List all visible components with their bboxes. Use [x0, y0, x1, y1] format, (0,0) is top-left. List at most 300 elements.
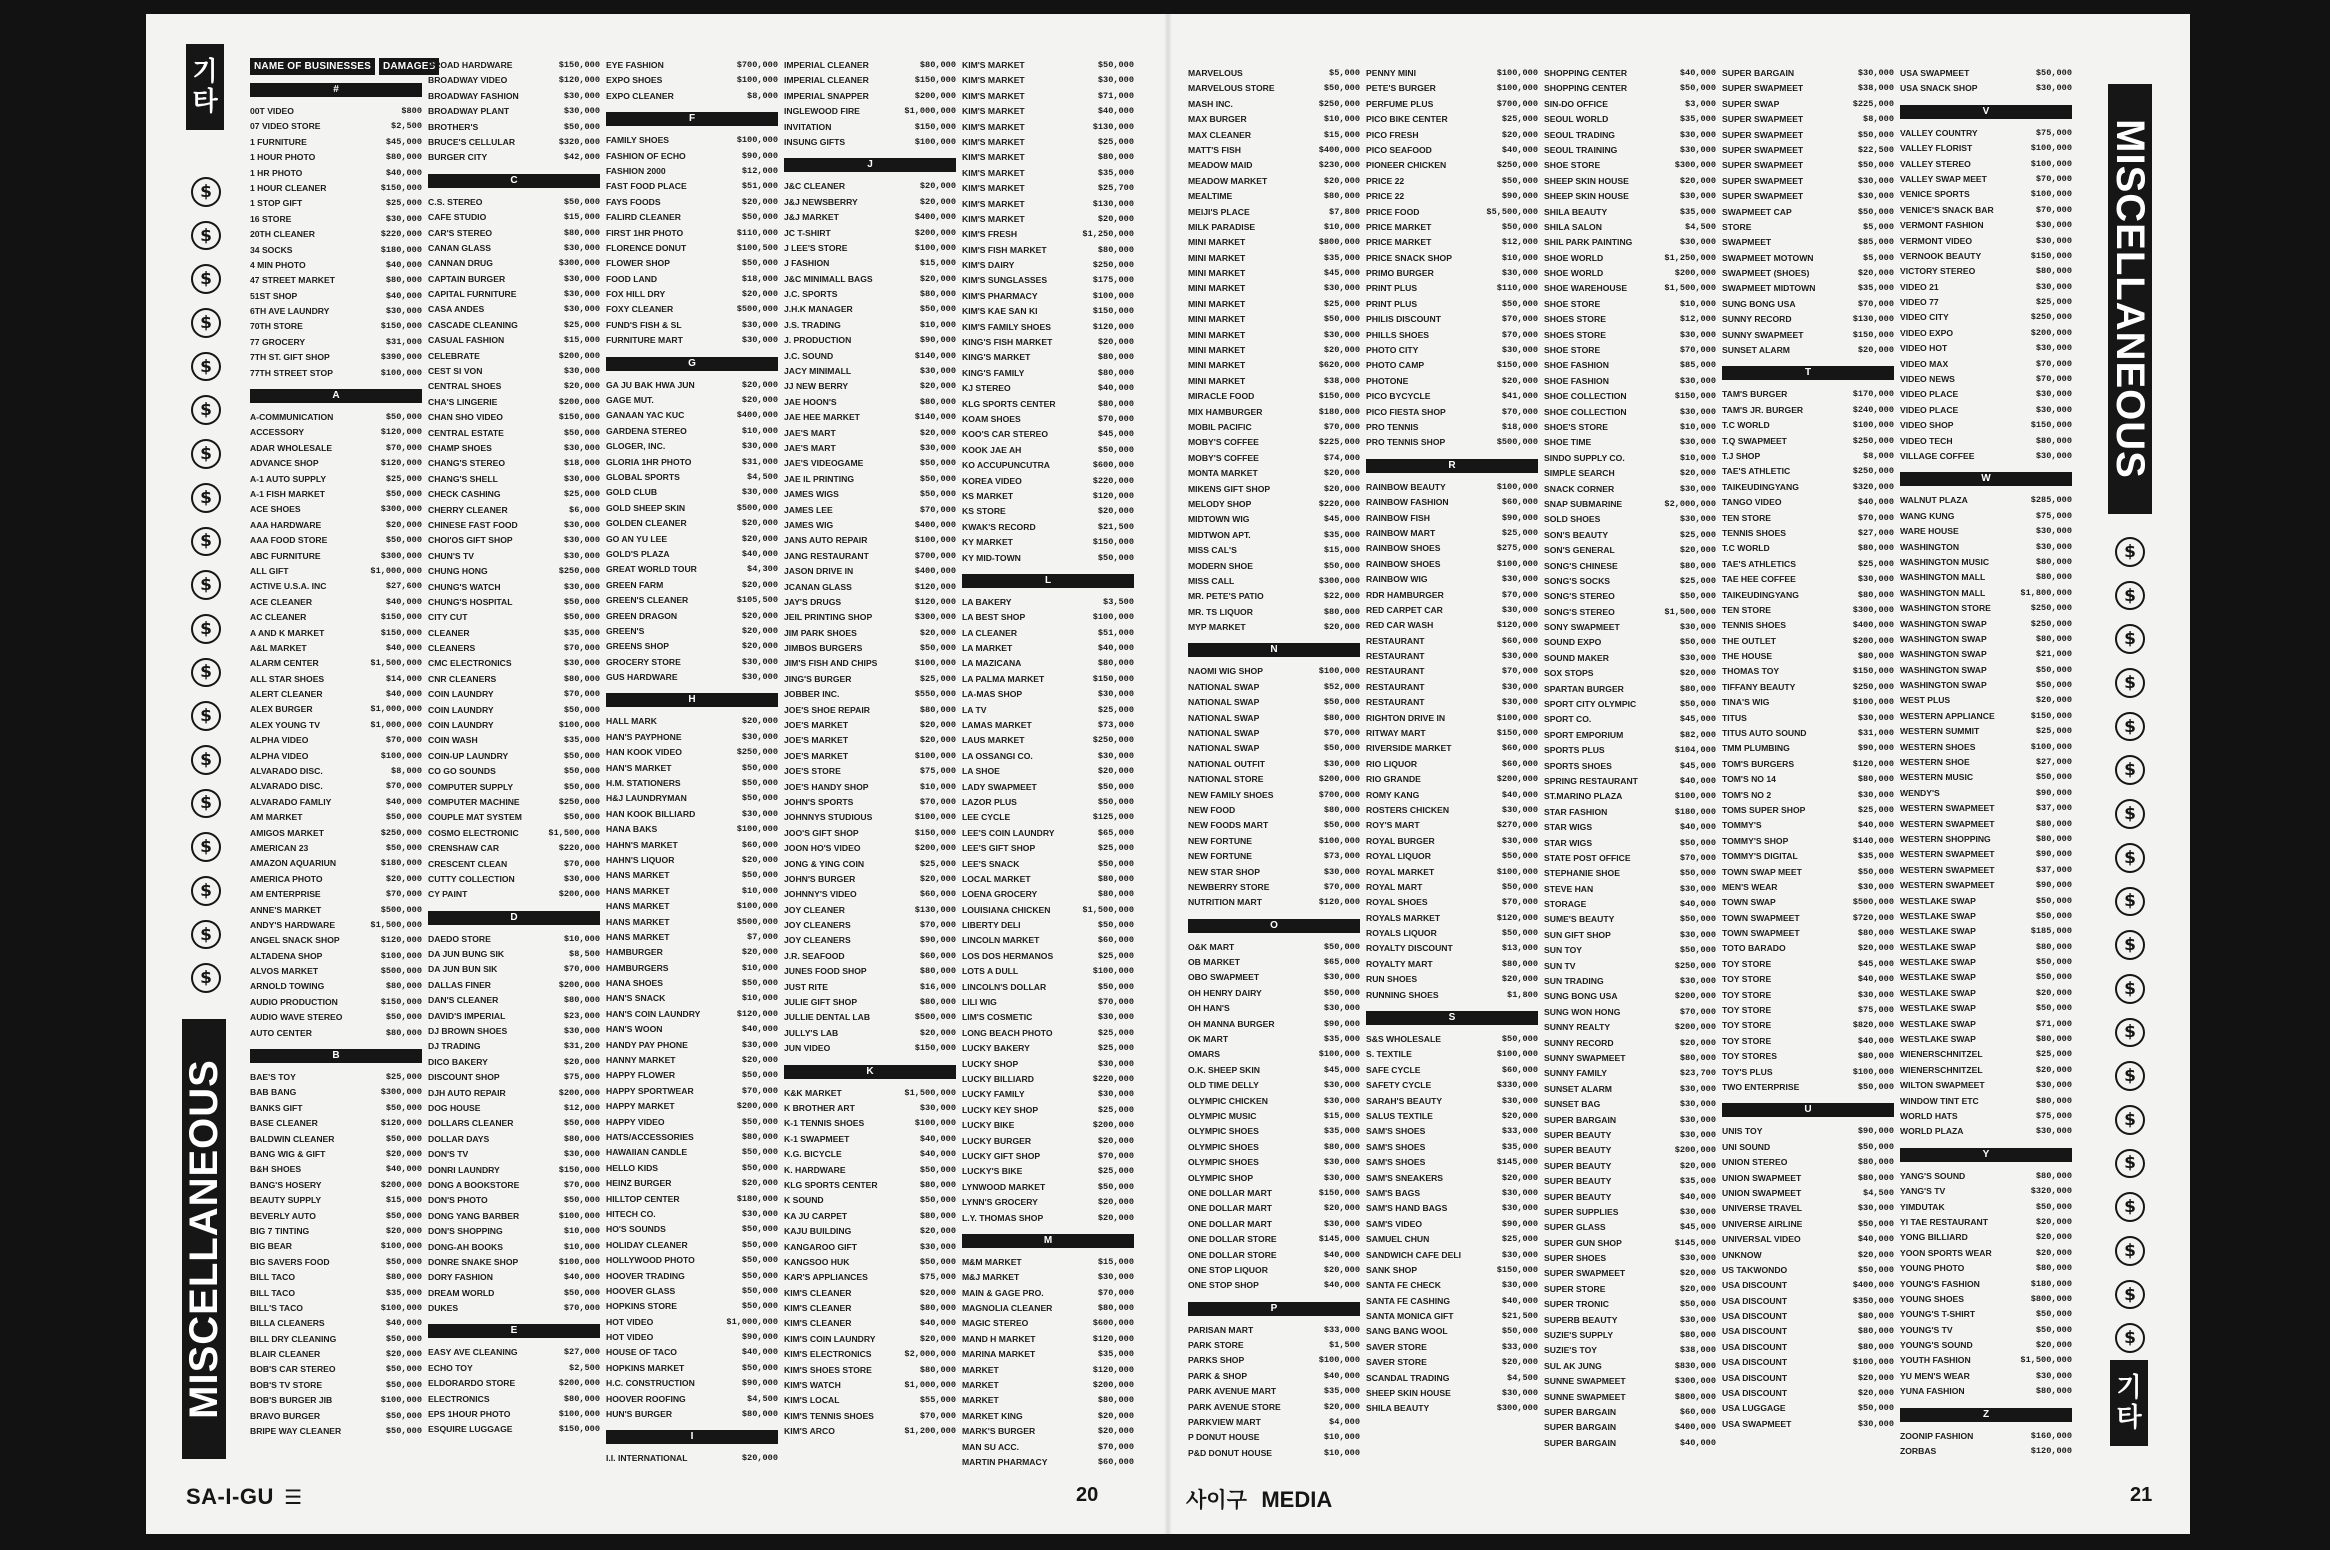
damage-amount: $50,000	[385, 812, 422, 823]
business-row	[962, 489, 1134, 504]
damage-amount: $180,000	[736, 1193, 778, 1204]
business-name: HAN KOOK BILLIARD	[606, 808, 696, 819]
damage-amount: $300,000	[1674, 160, 1716, 171]
business-name: HOLLYWOOD PHOTO	[606, 1255, 695, 1266]
damage-amount: $10,000	[1323, 221, 1360, 232]
damage-amount: $4,500	[747, 471, 778, 482]
damage-amount: $82,000	[1679, 729, 1716, 740]
damage-amount: $100,000	[1496, 83, 1538, 94]
damage-amount: $30,000	[1679, 929, 1716, 940]
business-row	[428, 549, 600, 564]
damage-amount: $18,000	[741, 273, 778, 284]
business-row	[606, 791, 778, 806]
damage-amount: $150,000	[1674, 391, 1716, 402]
business-row	[1722, 312, 1894, 327]
business-name: RAINBOW MART	[1366, 527, 1436, 538]
damage-amount: $70,000	[1679, 852, 1716, 863]
business-name: PERFUME PLUS	[1366, 98, 1434, 109]
business-row	[962, 89, 1134, 104]
business-row	[1188, 559, 1360, 574]
business-name: CLEANERS	[428, 643, 476, 654]
business-row	[1188, 1017, 1360, 1032]
damage-amount: $15,000	[385, 1195, 422, 1206]
business-row	[428, 210, 600, 225]
dollar-sign-icon: $	[2115, 974, 2145, 1004]
business-name: WASHINGTON MALL	[1900, 587, 1986, 598]
business-name: SUPER SWAPMEET	[1722, 160, 1804, 171]
business-row	[1366, 266, 1538, 281]
damage-amount: $50,000	[1097, 858, 1134, 869]
dollar-sign-icon: $	[191, 701, 221, 731]
business-name: SHOE WAREHOUSE	[1544, 283, 1628, 294]
damage-amount: $90,000	[1501, 1218, 1538, 1229]
business-row	[962, 1180, 1134, 1195]
business-row	[1188, 189, 1360, 204]
business-row	[1188, 1278, 1360, 1293]
business-name: LOS DOS HERMANOS	[962, 950, 1054, 961]
business-name: HOOVER ROOFING	[606, 1393, 686, 1404]
business-name: KAR'S APPLIANCES	[784, 1272, 868, 1283]
business-row	[428, 1255, 600, 1270]
business-name: MAX CLEANER	[1188, 129, 1252, 140]
damage-amount: $50,000	[563, 812, 600, 823]
damage-amount: $50,000	[1097, 796, 1134, 807]
column-body	[962, 58, 1134, 1470]
business-row	[250, 1270, 422, 1285]
business-name: MAIN & GAGE PRO.	[962, 1287, 1044, 1298]
damage-amount: $20,000	[385, 1225, 422, 1236]
damage-amount: $100,000	[736, 824, 778, 835]
business-name: SHOES STORE	[1544, 329, 1606, 340]
business-row	[1722, 772, 1894, 787]
business-name: JOE'S MARKET	[784, 720, 849, 731]
business-row	[1722, 266, 1894, 281]
business-name: ACCESSORY	[250, 427, 305, 438]
damage-amount: $25,000	[919, 673, 956, 684]
damage-amount: $13,000	[1501, 943, 1538, 954]
business-name: KOREA VIDEO	[962, 475, 1022, 486]
business-name: RESTAURANT	[1366, 666, 1425, 677]
damage-amount: $45,000	[1679, 714, 1716, 725]
business-row	[1366, 374, 1538, 389]
business-row	[428, 687, 600, 702]
damage-amount: $50,000	[1501, 175, 1538, 186]
business-row	[1900, 1230, 2072, 1245]
business-row	[1544, 220, 1716, 235]
business-name: SUPER GUN SHOP	[1544, 1237, 1622, 1248]
damage-amount: $145,000	[1496, 1157, 1538, 1168]
business-row	[1366, 680, 1538, 695]
damage-amount: $30,000	[2035, 541, 2072, 552]
business-row	[784, 810, 956, 825]
header-name-of-businesses: NAME OF BUSINESSES	[250, 58, 375, 75]
business-row	[1366, 1248, 1538, 1263]
business-row	[1366, 281, 1538, 296]
business-name: WASHINGTON SWAP	[1900, 633, 1987, 644]
business-row	[962, 304, 1134, 319]
business-name: MINI MARKET	[1188, 252, 1246, 263]
damage-amount: $20,000	[1097, 766, 1134, 777]
damage-amount: $27,000	[1857, 527, 1894, 538]
business-name: SHOE WORLD	[1544, 268, 1604, 279]
damage-amount: $12,000	[741, 165, 778, 176]
business-row	[784, 887, 956, 902]
business-name: GANAAN YAC KUC	[606, 410, 685, 421]
business-row	[1366, 1063, 1538, 1078]
business-name: HAPPY SPORTWEAR	[606, 1085, 694, 1096]
business-name: GUS HARDWARE	[606, 672, 678, 683]
damage-amount: $20,000	[1679, 175, 1716, 186]
business-name: MONTA MARKET	[1188, 468, 1258, 479]
business-name: BALDWIN CLEANER	[250, 1133, 335, 1144]
business-name: YOON SPORTS WEAR	[1900, 1247, 1992, 1258]
damage-amount: $70,000	[919, 504, 956, 515]
damage-amount: $30,000	[385, 213, 422, 224]
damage-amount: $70,000	[1857, 512, 1894, 523]
business-name: DORY FASHION	[428, 1272, 493, 1283]
business-row	[1366, 205, 1538, 220]
damage-amount: $30,000	[1501, 804, 1538, 815]
business-row	[428, 947, 600, 962]
business-name: HOT VIDEO	[606, 1332, 654, 1343]
damage-amount: $40,000	[385, 596, 422, 607]
business-row	[784, 472, 956, 487]
business-row	[606, 1451, 778, 1466]
business-row	[606, 195, 778, 210]
damage-amount: $200,000	[1674, 1022, 1716, 1033]
business-row	[962, 1255, 1134, 1270]
business-row	[1900, 955, 2072, 970]
damage-amount: $2,500	[391, 121, 422, 132]
column-body	[606, 58, 778, 1467]
business-name: HALL MARK	[606, 716, 657, 727]
damage-amount: $90,000	[1323, 1018, 1360, 1029]
column-body	[428, 58, 600, 1438]
damage-amount: $30,000	[1857, 191, 1894, 202]
business-column	[428, 58, 600, 1470]
dollar-sign-icon: $	[191, 439, 221, 469]
business-row	[428, 441, 600, 456]
business-row	[1188, 497, 1360, 512]
damage-amount: $125,000	[1092, 812, 1134, 823]
damage-amount: $20,000	[1857, 1388, 1894, 1399]
business-row	[1722, 1065, 1894, 1080]
business-row	[962, 610, 1134, 625]
damage-amount: $12,000	[1679, 314, 1716, 325]
business-row	[962, 427, 1134, 442]
business-name: HANA SHOES	[606, 978, 663, 989]
business-name: ROSTERS CHICKEN	[1366, 804, 1450, 815]
business-name: JACY MINIMALL	[784, 366, 852, 377]
business-name: PRICE FOOD	[1366, 206, 1420, 217]
business-row	[1544, 666, 1716, 681]
business-row	[1544, 1005, 1716, 1020]
damage-amount: $390,000	[380, 352, 422, 363]
business-row	[1722, 1324, 1894, 1339]
damage-amount: $65,000	[1097, 827, 1134, 838]
business-name: DOLLAR DAYS	[428, 1133, 490, 1144]
business-row	[1900, 326, 2072, 341]
business-row	[1188, 986, 1360, 1001]
business-row	[1188, 1323, 1360, 1338]
damage-amount: $200,000	[914, 90, 956, 101]
dollar-sign-icon: $	[191, 395, 221, 425]
business-row	[250, 304, 422, 319]
business-row	[1188, 757, 1360, 772]
business-name: SPORTS SHOES	[1544, 760, 1612, 771]
business-name: SUPER BARGAIN	[1544, 1114, 1617, 1125]
business-name: 70TH STORE	[250, 321, 303, 332]
business-name: TAIKEUDINGYANG	[1722, 589, 1799, 600]
business-row	[1544, 712, 1716, 727]
business-name: KOO'S CAR STEREO	[962, 429, 1049, 440]
business-row	[1722, 387, 1894, 402]
damage-amount: $25,000	[1097, 1104, 1134, 1115]
damage-amount: $35,000	[563, 735, 600, 746]
business-row	[1722, 205, 1894, 220]
business-row	[1188, 328, 1360, 343]
business-name: WESTERN MUSIC	[1900, 772, 1974, 783]
business-name: CMC ELECTRONICS	[428, 658, 512, 669]
damage-amount: $25,000	[1323, 298, 1360, 309]
damage-amount: $300,000	[380, 504, 422, 515]
damage-amount: $20,000	[1679, 668, 1716, 679]
business-name: O&K MART	[1188, 941, 1235, 952]
business-name: LA MAZICANA	[962, 658, 1022, 669]
business-row	[1722, 97, 1894, 112]
business-name: SEOUL TRADING	[1544, 129, 1615, 140]
damage-amount: $90,000	[1501, 512, 1538, 523]
business-row	[1900, 647, 2072, 662]
business-name: LUCKY GIFT SHOP	[962, 1150, 1041, 1161]
business-row	[1900, 801, 2072, 816]
business-row	[606, 838, 778, 853]
damage-amount: $50,000	[385, 1410, 422, 1421]
damage-amount: $300,000	[914, 612, 956, 623]
business-name: SOUND MAKER	[1544, 652, 1609, 663]
damage-amount: $225,000	[1318, 437, 1360, 448]
damage-amount: $100,000	[1318, 1355, 1360, 1366]
business-row	[428, 1286, 600, 1301]
business-row	[1722, 741, 1894, 756]
business-name: JAE'S VIDEOGAME	[784, 458, 864, 469]
business-row	[1544, 420, 1716, 435]
business-name: C.S. STEREO	[428, 196, 483, 207]
business-row	[250, 656, 422, 671]
business-name: YU MEN'S WEAR	[1900, 1370, 1970, 1381]
damage-amount: $250,000	[2030, 618, 2072, 629]
menu-icon: ☰	[284, 1485, 303, 1509]
damage-amount: $1,500,000	[1664, 283, 1716, 294]
business-name: SHOE STORE	[1544, 160, 1601, 171]
business-row	[962, 335, 1134, 350]
business-row	[1722, 526, 1894, 541]
business-name: SHOPPING CENTER	[1544, 83, 1628, 94]
damage-amount: $100,000	[1092, 966, 1134, 977]
damage-amount: $12,000	[563, 1103, 600, 1113]
damage-amount: $70,000	[2035, 374, 2072, 385]
business-name: 34 SOCKS	[250, 244, 293, 255]
business-name: YI TAE RESTAURANT	[1900, 1216, 1989, 1227]
business-row	[1722, 143, 1894, 158]
business-name: BURGER CITY	[428, 152, 488, 163]
damage-amount: $20,000	[1679, 1160, 1716, 1171]
damage-amount: $25,000	[1501, 1234, 1538, 1245]
damage-amount: $100,000	[1852, 697, 1894, 708]
business-name: 16 STORE	[250, 213, 292, 224]
damage-amount: $40,000	[1501, 144, 1538, 155]
damage-amount: $200,000	[1092, 1380, 1134, 1391]
business-name: KS STORE	[962, 506, 1006, 517]
damage-amount: $40,000	[919, 1318, 956, 1329]
damage-amount: $30,000	[1679, 406, 1716, 417]
business-row	[962, 535, 1134, 550]
business-row	[784, 1393, 956, 1408]
business-name: T.J SHOP	[1722, 450, 1761, 461]
business-row	[1544, 266, 1716, 281]
business-name: WESTLAKE SWAP	[1900, 957, 1976, 968]
damage-amount: $25,000	[1097, 1166, 1134, 1177]
business-row	[606, 424, 778, 439]
business-row	[1366, 911, 1538, 926]
business-name: KIM'S MARKET	[962, 121, 1025, 132]
business-row	[1188, 112, 1360, 127]
damage-amount: $20,000	[741, 379, 778, 390]
damage-amount: $8,000	[747, 90, 778, 101]
business-row	[1188, 482, 1360, 497]
business-name: VIDEO 21	[1900, 281, 1939, 292]
business-name: PICO FIESTA SHOP	[1366, 406, 1446, 417]
damage-amount: $20,000	[1679, 1268, 1716, 1279]
business-row	[1722, 128, 1894, 143]
business-name: EXPO CLEANER	[606, 90, 674, 101]
damage-amount: $40,000	[741, 548, 778, 559]
business-name: MIDTOWN WIG	[1188, 514, 1250, 525]
business-name: SONG'S STEREO	[1544, 591, 1615, 602]
business-name: ROYAL LIQUOR	[1366, 851, 1431, 862]
business-row	[1722, 649, 1894, 664]
damage-amount: $60,000	[1501, 497, 1538, 508]
damage-amount: $800	[401, 106, 422, 116]
business-name: ZORBAS	[1900, 1446, 1937, 1457]
business-row	[1544, 343, 1716, 358]
business-row	[1366, 695, 1538, 710]
damage-amount: $120,000	[1092, 490, 1134, 501]
business-name: J.C. SPORTS	[784, 289, 838, 300]
business-row	[784, 718, 956, 733]
business-name: USA DISCOUNT	[1722, 1388, 1788, 1399]
damage-amount: $10,000	[741, 993, 778, 1004]
business-name: KING'S MARKET	[962, 352, 1031, 363]
damage-amount: $70,000	[385, 889, 422, 900]
business-name: K&K MARKET	[784, 1087, 842, 1098]
business-row	[1900, 187, 2072, 202]
business-row	[784, 1147, 956, 1162]
business-name: HELLO KIDS	[606, 1162, 659, 1173]
damage-amount: $275,000	[1496, 543, 1538, 554]
business-name: NEW FOOD	[1188, 804, 1236, 815]
business-name: CASUAL FASHION	[428, 335, 505, 346]
damage-amount: $200,000	[558, 979, 600, 990]
damage-amount: $50,000	[1679, 914, 1716, 925]
damage-amount: $30,000	[1501, 1095, 1538, 1106]
business-name: SHEEP SKIN HOUSE	[1544, 175, 1629, 186]
business-row	[1722, 818, 1894, 833]
business-row	[606, 1192, 778, 1207]
damage-amount: $150,000	[1496, 728, 1538, 739]
business-row	[428, 395, 600, 410]
business-row	[1188, 1217, 1360, 1232]
business-row	[1188, 435, 1360, 450]
damage-amount: $30,000	[2035, 1126, 2072, 1137]
business-row	[784, 872, 956, 887]
business-name: YIMDUTAK	[1900, 1201, 1945, 1212]
damage-amount: $50,000	[1857, 1264, 1894, 1275]
damage-amount: $30,000	[1679, 1099, 1716, 1110]
damage-amount: $50,000	[1323, 83, 1360, 94]
damage-amount: $100,000	[380, 1241, 422, 1252]
damage-amount: $400,000	[1852, 620, 1894, 631]
business-name: STAR WIGS	[1544, 822, 1593, 833]
business-row	[250, 319, 422, 334]
business-name: UNIVERSAL VIDEO	[1722, 1234, 1801, 1245]
business-name: CHECK CASHING	[428, 489, 501, 500]
business-row	[962, 749, 1134, 764]
damage-amount: $250,000	[1852, 435, 1894, 446]
business-row	[1366, 895, 1538, 910]
business-name: HANNY MARKET	[606, 1055, 676, 1066]
damage-amount: $50,000	[1323, 560, 1360, 571]
business-column	[606, 58, 778, 1470]
header-damages: DAMAGES	[379, 58, 440, 75]
business-name: COIN-UP LAUNDRY	[428, 750, 509, 761]
business-name: MYP MARKET	[1188, 622, 1246, 633]
damage-amount: $150,000	[1092, 537, 1134, 548]
damage-amount: $500,000	[380, 966, 422, 977]
damage-amount: $80,000	[919, 289, 956, 300]
business-name: KIM'S LOCAL	[784, 1395, 840, 1406]
damage-amount: $10,000	[1679, 421, 1716, 432]
damage-amount: $20,000	[1501, 974, 1538, 985]
business-row	[962, 104, 1134, 119]
business-row	[1722, 972, 1894, 987]
business-name: SHOE COLLECTION	[1544, 391, 1627, 402]
business-row	[250, 1347, 422, 1362]
business-name: FURNITURE MART	[606, 335, 683, 346]
business-row	[250, 1101, 422, 1116]
business-row	[1900, 709, 2072, 724]
business-name: SEOUL WORLD	[1544, 114, 1609, 125]
business-name: J&J MARKET	[784, 212, 839, 223]
business-name: USA DISCOUNT	[1722, 1372, 1788, 1383]
business-name: PHOTO CITY	[1366, 345, 1419, 356]
damage-amount: $80,000	[563, 673, 600, 684]
business-row	[784, 73, 956, 88]
business-row	[962, 350, 1134, 365]
damage-amount: $30,000	[741, 1208, 778, 1219]
damage-amount: $40,000	[385, 796, 422, 807]
business-row	[606, 164, 778, 179]
business-row	[1900, 1384, 2072, 1399]
damage-amount: $1,250,000	[1082, 229, 1134, 240]
dollar-sign-icon: $	[2115, 1018, 2145, 1048]
business-row	[1544, 974, 1716, 989]
business-name: KWAK'S RECORD	[962, 521, 1036, 532]
business-name: HANS MARKET	[606, 916, 670, 927]
business-name: JOHN'S BURGER	[784, 873, 856, 884]
damage-amount: $80,000	[563, 995, 600, 1006]
damage-amount: $150,000	[2030, 710, 2072, 721]
